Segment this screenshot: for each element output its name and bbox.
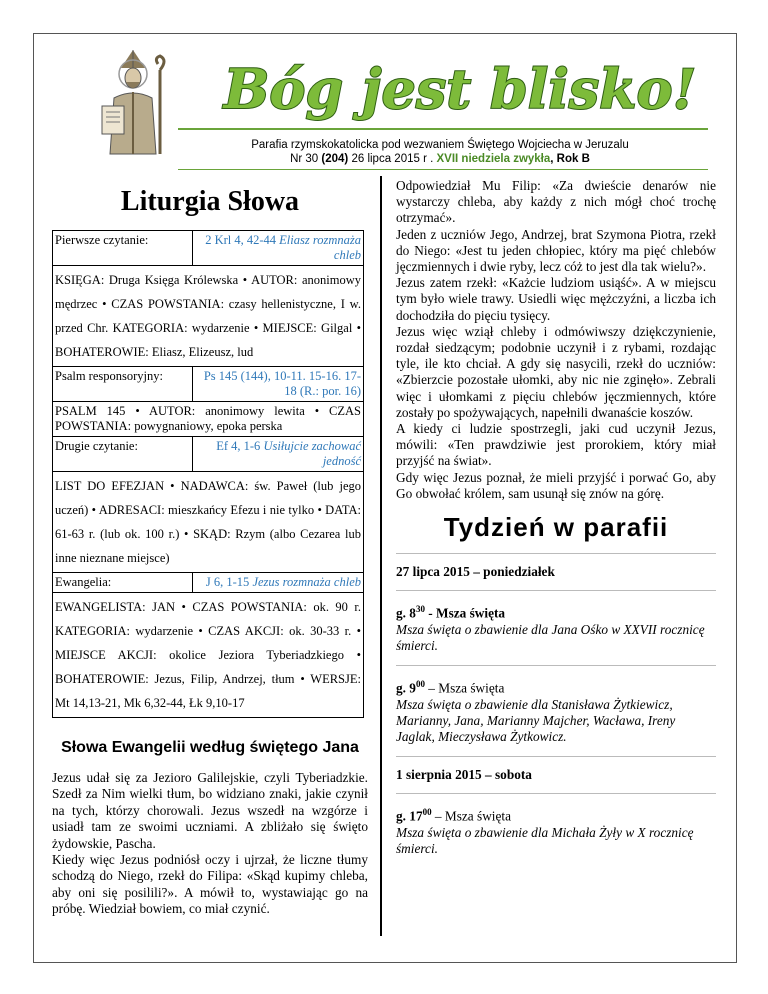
gospel-ref: J 6, 1-15 Jezus rozmnaża chleb	[193, 573, 364, 593]
reading2-label: Drugie czytanie:	[53, 437, 193, 472]
header-rule-bottom	[178, 169, 708, 170]
gospel-text-left	[52, 770, 368, 918]
gospel-paragraph: Jeden z uczniów Jego, Andrzej, brat Szymona Piotra, rzekł do Niego: «Jest tu jeden chłopiec, który ma pięć chlebów jęczmiennych i dwie ryby, lecz cóż to jest dla tak wielu?».	[396, 226, 716, 275]
issue-year: , Rok B	[550, 153, 590, 165]
schedule-day-1: 27 lipca 2015 – poniedziałek	[396, 564, 555, 580]
gospel-label: Ewangelia:	[53, 573, 193, 593]
gospel-paragraph: Gdy więc Jezus poznał, że mieli przyjść i porwać Go, aby Go obwołać królem, sam usunął się znów na górę.	[396, 469, 716, 501]
saint-adalbert-logo	[88, 48, 178, 156]
gospel-paragraph: Jezus zatem rzekł: «Każcie ludziom usiąść». A w miejscu tym było wiele trawy. Usiedli więc mężczyźni, a liczba ich dochodziła do pięciu tysięcy.	[396, 275, 716, 323]
issue-prefix: Nr 30	[290, 153, 322, 165]
gospel-heading: Słowa Ewangelii według świętego Jana	[61, 739, 359, 756]
issue-sunday: XVII niedziela zwykła	[436, 153, 551, 165]
gospel-text-right	[396, 178, 716, 502]
schedule-entry-2: g. $9^{00}$ – Msza święta Msza święta o zbawienie dla Stanisława Żytkiewicz, Marianny, Jana, Marianny Majcher, Wacława, Ireny Jaglak, Mieczysława Żytkowicz.	[396, 676, 716, 746]
psalm-label: Psalm responsoryjny:	[53, 367, 193, 402]
liturgia-title: Liturgia Słowa	[120, 186, 300, 217]
gospel-paragraph: Jezus więc wziął chleby i odmówiwszy dziękczynienie, rozdał siedzącym; podobnie uczynił i z rybami, rozdając tyle, ile kto chciał. A gdy się nasycili, rzekł do uczniów: «Zbierzcie pozostałe ułomki, aby nic nie zginęło». Zebrali więc i ułomkami z pięciu chlebów jęczmiennych, które zostały po spożywających, napełnili dwanaście koszów.	[396, 323, 716, 420]
entry-intention: Msza święta o zbawienie dla Stanisława Żytkiewicz, Marianny, Jana, Marianny Majcher, Wacława, Ireny Jaglak, Mieczysława Żytkowicz.	[396, 696, 676, 745]
issue-date: 26 lipca 2015 r .	[348, 153, 437, 165]
reading1-label: Pierwsze czytanie:	[53, 231, 193, 266]
schedule-rule	[396, 665, 716, 666]
schedule-rule	[396, 756, 716, 757]
reading1-info: KSIĘGA: Druga Księga Królewska • AUTOR: anonimowy mędrzec • CZAS POWSTANIA: czasy hellenistyczne, I w. przed Chr. KATEGORIA: wydarzenie • MIEJSCE: Gilgal • BOHATEROWIE: Eliasz, Elizeusz, lud	[53, 266, 364, 367]
gospel-paragraph: Odpowiedział Mu Filip: «Za dwieście denarów nie wystarczy chleba, aby każdy z nich mógł choć trochę otrzymać».	[396, 178, 716, 226]
schedule-rule	[396, 590, 716, 591]
right-column	[396, 178, 716, 857]
schedule-entry-3: g. $17^{00}$ – Msza święta Msza święta o zbawienie dla Michała Żyły w X rocznicę śmierci.	[396, 804, 716, 858]
schedule-rule	[396, 793, 716, 794]
header-rule-top	[178, 128, 708, 130]
gospel-paragraph: A kiedy ci ludzie spostrzegli, jaki cud uczynił Jezus, mówili: «Ten prawdziwie jest prorokiem, który miał przyjść na świat».	[396, 421, 716, 469]
entry-intention: Msza święta o zbawienie dla Jana Ośko w XXVII rocznicę śmierci.	[396, 621, 705, 654]
schedule-rule	[396, 553, 716, 554]
column-divider	[380, 176, 382, 936]
masthead-text: Bóg jest blisko!	[223, 57, 697, 121]
schedule-day-2: 1 sierpnia 2015 – sobota	[396, 766, 532, 782]
issue-info	[180, 138, 700, 166]
gospel-info: EWANGELISTA: JAN • CZAS POWSTANIA: ok. 90 r. KATEGORIA: wydarzenie • CZAS AKCJI: ok. 30-33 r. • MIEJSCE AKCJI: okolice Jeziora Tyberiadzkiego • BOHATEROWIE: Jezus, Filip, Andrzej, tłum • WERSJE: Mt 14,13-21, Mk 6,32-44, Łk 9,10-17	[53, 593, 364, 718]
issue-number: (204)	[321, 153, 349, 165]
reading2-info: LIST DO EFEZJAN • NADAWCA: św. Paweł (lub jego uczeń) • ADRESACI: mieszkańcy Efezu i nie tylko • DATA: 61-63 r. (lub ok. 100 r.) • SKĄD: Rzym (albo Cezarea lub inne nieznane miejsce)	[53, 472, 364, 573]
schedule-heading: Tydzień w parafii	[443, 512, 669, 543]
parish-line: Parafia rzymskokatolicka pod wezwaniem Świętego Wojciecha w Jeruzalu	[251, 139, 629, 151]
psalm-ref: Ps 145 (144), 10-11. 15-16. 17-18 (R.: por. 16)	[193, 367, 364, 402]
left-column	[52, 180, 368, 918]
reading1-ref: 2 Krl 4, 42-44 Eliasz rozmnaża chleb	[193, 231, 364, 266]
psalm-info: PSALM 145 • AUTOR: anonimowy lewita • CZAS POWSTANIA: powygnaniowy, epoka perska	[53, 402, 364, 437]
reading2-ref: Ef 4, 1-6 Usiłujcie zachować jedność	[193, 437, 364, 472]
schedule-entry-1: g. $8^{30}$ - Msza święta Msza święta o zbawienie dla Jana Ośko w XXVII rocznicę śmierci.	[396, 601, 716, 655]
gospel-paragraph: Jezus udał się za Jezioro Galilejskie, czyli Tyberiadzkie. Szedł za Nim wielki tłum, bo widziano znaki, jakie czynił na tych, którzy chorowali. Jezus wszedł na wzgórze i usiadł tam ze swoimi uczniami. A zbliżało się święto żydowskie, Pascha.	[52, 770, 368, 851]
issue-line	[180, 152, 700, 166]
gospel-paragraph: Kiedy więc Jezus podniósł oczy i ujrzał, że liczne tłumy schodzą do Niego, rzekł do Filipa: «Skąd kupimy chleba, aby oni się posilili?». A mówił to, wystawiając go na próbę. Wiedział bowiem, co miał czynić.	[52, 852, 368, 917]
entry-intention: Msza święta o zbawienie dla Michała Żyły w X rocznicę śmierci.	[396, 824, 694, 856]
masthead-title	[185, 52, 735, 124]
readings-table	[52, 230, 364, 718]
